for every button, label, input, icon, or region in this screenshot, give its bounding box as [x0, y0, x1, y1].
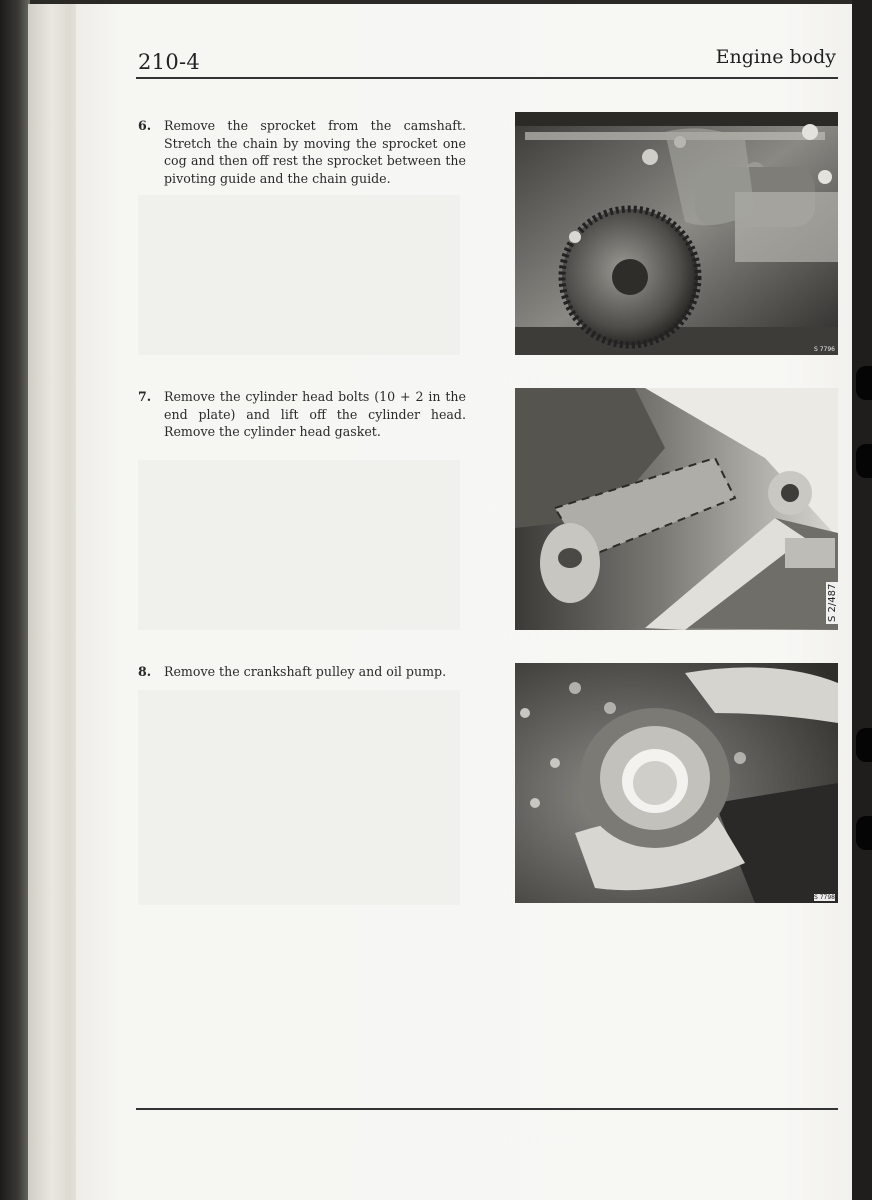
- step-number: 8.: [138, 664, 152, 679]
- page-number: 210-4: [138, 50, 201, 74]
- binder-hole-2: [856, 444, 872, 478]
- photo-code: S 2/487: [827, 583, 838, 622]
- show-through-area-1: [138, 195, 460, 355]
- step-text: Remove the sprocket from the camshaft. Stretch the chain by moving the sprocket one cog and then off rest the sprocket between the pivoting guide and the chain guide.: [164, 118, 466, 186]
- step-number: 6.: [138, 118, 152, 133]
- footer-rule: [136, 1108, 838, 1110]
- photo-code: S 7796: [814, 346, 835, 353]
- show-through-area-3: [138, 690, 460, 905]
- binder-hole-3: [856, 728, 872, 762]
- step-text: Remove the cylinder head bolts (10 + 2 in the end plate) and lift off the cylinder head. Remove the cylinder head gasket.: [164, 389, 466, 439]
- section-title: Engine body: [715, 46, 836, 68]
- binder-hole-4: [856, 816, 872, 850]
- step-7: [138, 388, 466, 441]
- header-rule: [136, 77, 838, 79]
- step-6: [138, 117, 466, 187]
- step-8: [138, 663, 466, 681]
- binder-hole-1: [856, 366, 872, 400]
- step-text: Remove the crankshaft pulley and oil pump.: [164, 664, 447, 679]
- oil-pump-photo: [515, 663, 838, 903]
- right-page-edge: [852, 0, 872, 1200]
- show-through-area-2: [138, 460, 460, 630]
- step-number: 7.: [138, 389, 152, 404]
- photo-code: S 7798: [814, 894, 835, 901]
- cylinder-head-photo: [515, 388, 838, 630]
- camshaft-sprocket-photo: [515, 112, 838, 355]
- book-binding: [0, 0, 30, 1200]
